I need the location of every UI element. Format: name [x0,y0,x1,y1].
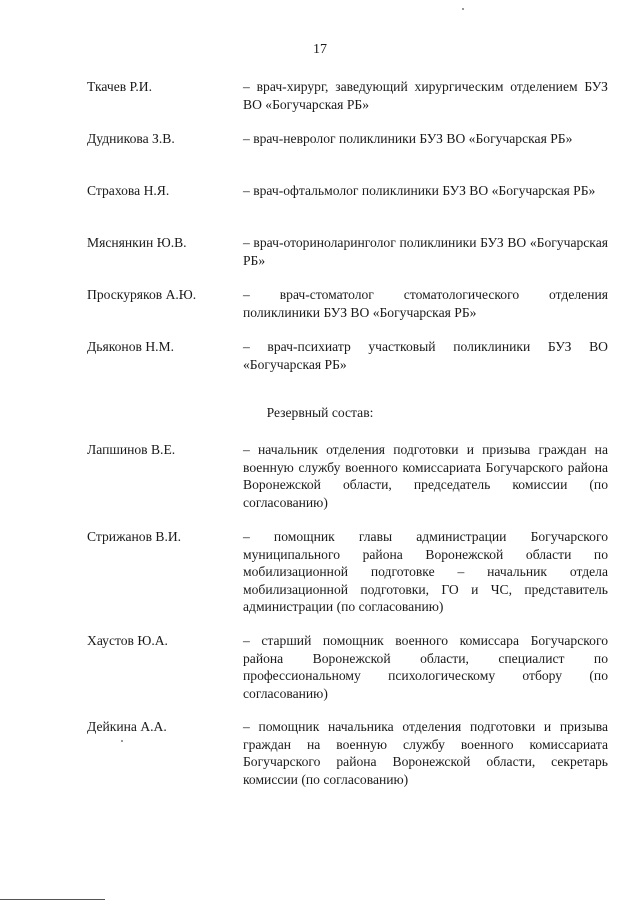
member-role: – начальник отделения подготовки и призыва граждан на военную службу военного комиссариата Богучарского района Воронежской области, председатель комиссии (по согласованию) [243,442,608,510]
member-role: – врач-хирург, заведующий хирургическим отделением БУЗ ВО «Богучарская РБ» [243,79,608,112]
footer-rule [0,899,105,900]
member-name: Мяснянкин Ю.В. [87,235,187,250]
member-name: Хаустов Ю.А. [87,633,168,648]
member-name: Дьяконов Н.М. [87,339,175,354]
member-role: – врач-оториноларинголог поликлиники БУЗ ВО «Богучарская РБ» [243,235,608,268]
member-role: – помощник главы администрации Богучарского муниципального района Воронежской области по мобилизационной подготовке – начальник отдела мобилизационной подготовки, ГО и ЧС, представитель администрации (по согласованию) [243,529,608,614]
member-name: Дейкина А.А. [87,719,167,734]
member-name: Страхова Н.Я. [87,183,170,198]
scan-speck [462,8,464,10]
member-role: – старший помощник военного комиссара Богучарского района Воронежской области, специалист по профессиональному психологическому отбору (по согласованию) [243,633,608,701]
member-name: Стрижанов В.И. [87,529,182,544]
member-role: – врач-психиатр участковый поликлиники БУЗ ВО «Богучарская РБ» [243,339,608,372]
scan-speck [121,740,123,742]
page-number: 17 [313,42,327,57]
reserve-section-title: Резервный состав: [266,405,374,420]
member-name: Ткачев Р.И. [87,79,153,94]
member-role: – врач-невролог поликлиники БУЗ ВО «Богучарская РБ» [243,131,573,146]
member-name: Проскуряков А.Ю. [87,287,197,302]
member-role: – врач-стоматолог стоматологического отделения поликлиники БУЗ ВО «Богучарская РБ» [243,287,608,320]
member-name: Дудникова З.В. [87,131,175,146]
member-role: – врач-офтальмолог поликлиники БУЗ ВО «Богучарская РБ» [243,183,596,198]
member-name: Лапшинов В.Е. [87,442,176,457]
member-role: – помощник начальника отделения подготовки и призыва граждан на военную службу военного комиссариата Богучарского района Воронежской области, секретарь комиссии (по согласованию) [243,719,608,787]
